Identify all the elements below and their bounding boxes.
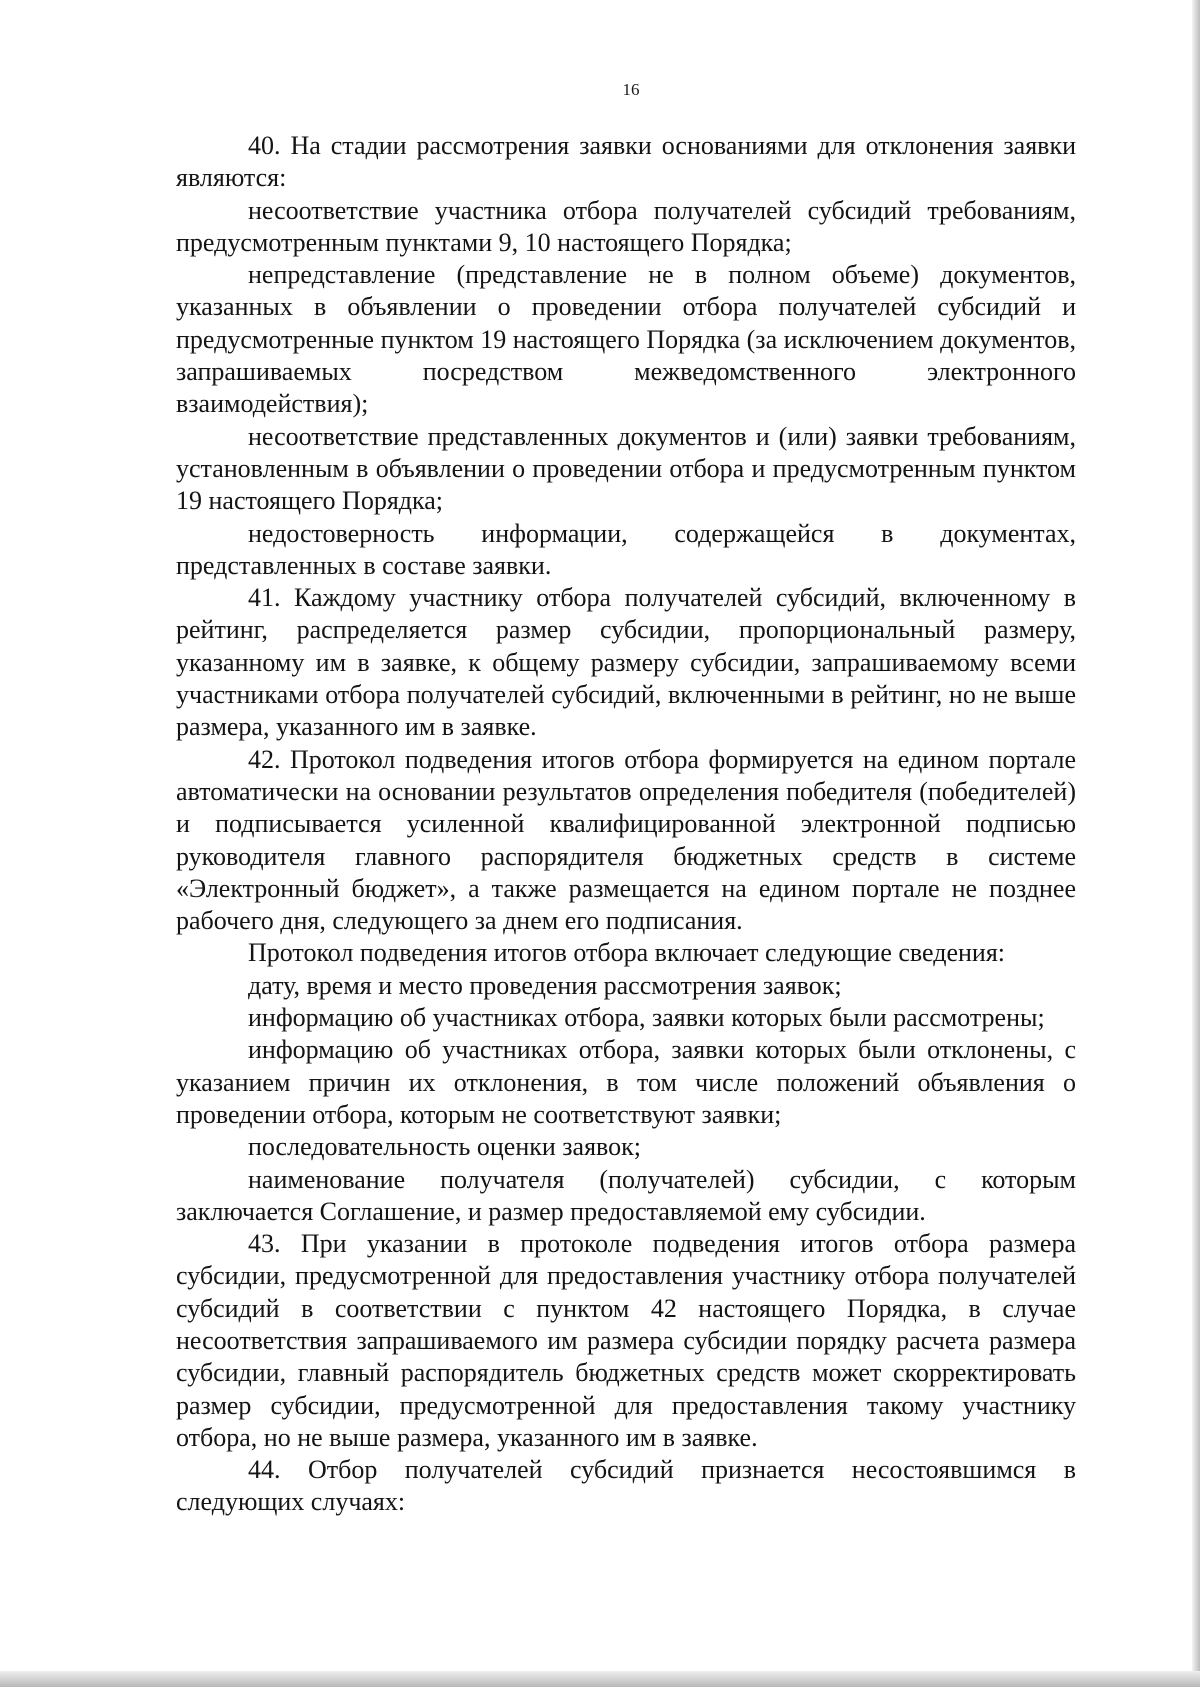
paragraph-42-item-5: наименование получателя (получателей) субсидии, с которым заключается Соглашение, и размер предоставляемой ему субсидии. <box>176 1164 1076 1226</box>
paragraph-42-item-3: информацию об участниках отбора, заявки которых были отклонены, с указанием причин их отклонения, в том числе положений объявления о проведении отбора, которым не соответствуют заявки; <box>176 1035 1076 1129</box>
paragraph-40-item-4: недостоверность информации, содержащейся в документах, представленных в составе заявки. <box>176 518 1076 580</box>
paragraph-42-item-4: последовательность оценки заявок; <box>248 1132 641 1162</box>
paragraph-41: 41. Каждому участнику отбора получателей субсидий, включенному в рейтинг, распределяется размер субсидии, пропорциональный размеру, указанному им в заявке, к общему размеру субсидии, запрашиваемому всеми участниками отбора получателей субсидий, включенными в рейтинг, но не выше размера, указанного им в заявке. <box>176 583 1076 742</box>
paragraph-42-intro: Протокол подведения итогов отбора включает следующие сведения: <box>248 938 1005 968</box>
paragraph-40-item-1: несоответствие участника отбора получателей субсидий требованиям, предусмотренным пунктами 9, 10 настоящего Порядка; <box>176 195 1076 257</box>
paragraph-40-item-2: непредставление (представление не в полном объеме) документов, указанных в объявлении о проведении отбора получателей субсидий и предусмотренные пунктом 19 настоящего Порядка (за исключением документов, запрашиваемых посредством межведомственного электронного взаимодействия); <box>176 260 1076 419</box>
scan-shadow-bottom <box>0 1671 1200 1687</box>
paragraph-44: 44. Отбор получателей субсидий признается несостоявшимся в следующих случаях: <box>176 1455 1076 1517</box>
paragraph-40-item-3: несоответствие представленных документов и (или) заявки требованиям, установленным в объявлении о проведении отбора и предусмотренным пунктом 19 настоящего Порядка; <box>176 421 1076 516</box>
document-body <box>176 130 1076 1519</box>
scan-shadow-right <box>1192 0 1200 1687</box>
paragraph-43: 43. При указании в протоколе подведения итогов отбора размера субсидии, предусмотренной для предоставления участнику отбора получателей субсидий в соответствии с пунктом 42 настоящего Порядка, в случае несоответствия запрашиваемого им размера субсидии порядку расчета размера субсидии, главный распорядитель бюджетных средств может скорректировать размер субсидии, предусмотренной для предоставления такому участнику отбора, но не выше размера, указанного им в заявке. <box>176 1229 1076 1452</box>
paragraph-40: 40. На стадии рассмотрения заявки основаниями для отклонения заявки являются: <box>176 131 1076 193</box>
page-number: 16 <box>622 80 640 99</box>
paragraph-42-item-2: информацию об участниках отбора, заявки которых были рассмотрены; <box>248 1003 1045 1033</box>
paragraph-42: 42. Протокол подведения итогов отбора формируется на едином портале автоматически на основании результатов определения победителя (победителей) и подписывается усиленной квалифицированной электронной подписью руководителя главного распорядителя бюджетных средств в системе «Электронный бюджет», а также размещается на едином портале не позднее рабочего дня, следующего за днем его подписания. <box>176 744 1076 936</box>
paragraph-42-item-1: дату, время и место проведения рассмотрения заявок; <box>248 970 842 1000</box>
